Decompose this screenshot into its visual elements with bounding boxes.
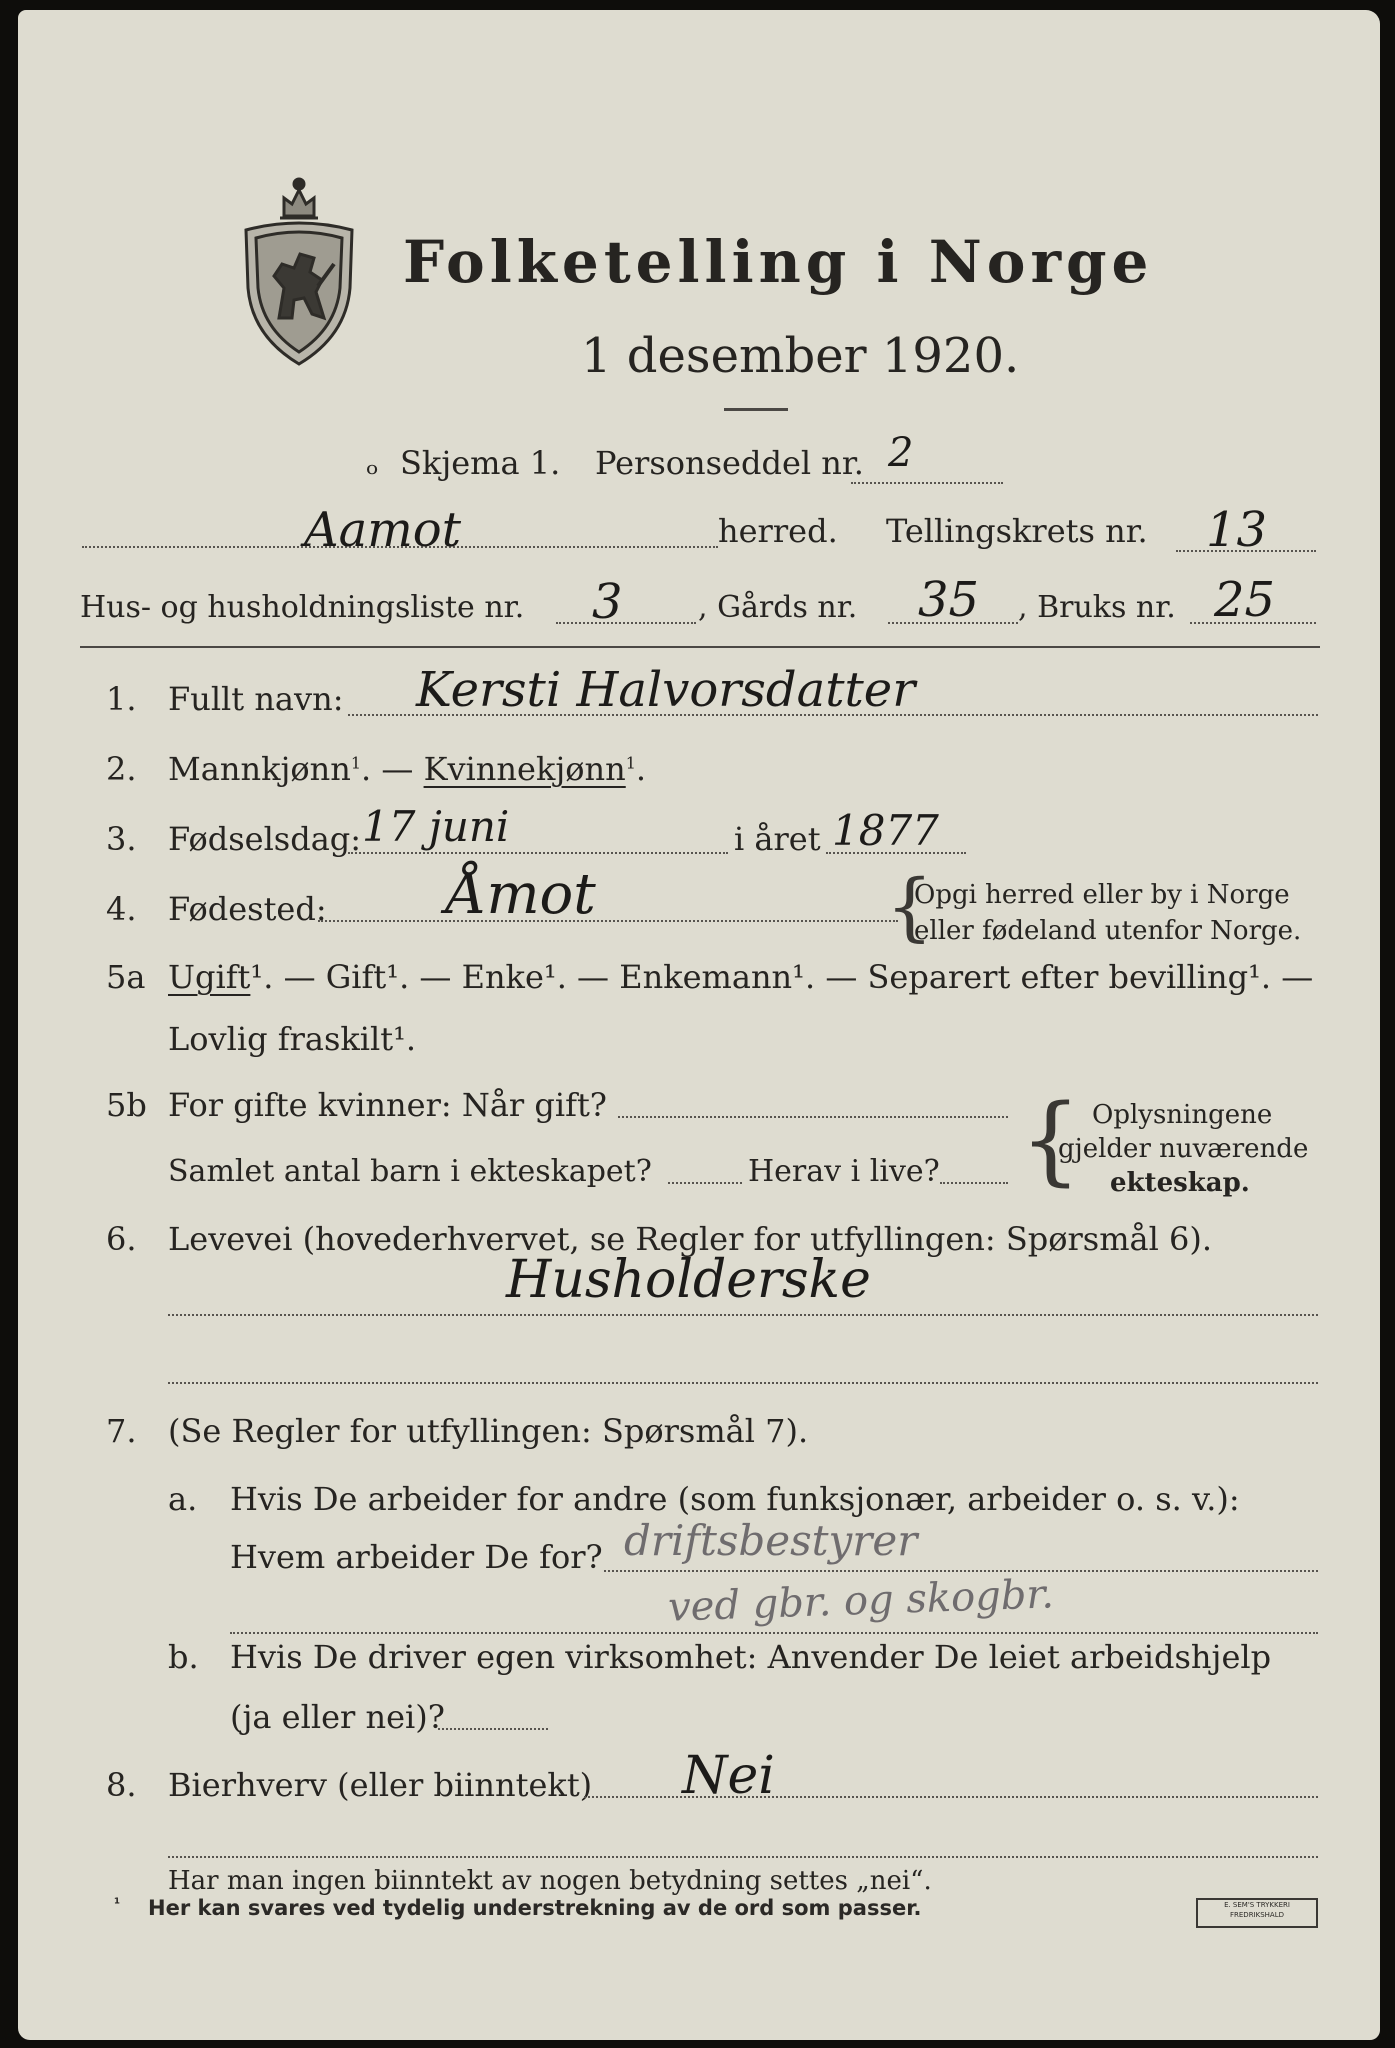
herred-value: Aamot (304, 502, 461, 558)
gards-label: , Gårds nr. (698, 590, 858, 625)
q3-line (348, 852, 728, 854)
q7b-letter: b. (168, 1638, 199, 1676)
q8-number: 8. (106, 1766, 137, 1804)
header-divider (80, 646, 1320, 648)
q6-number: 6. (106, 1220, 137, 1258)
occupation-value: Husholderske (506, 1250, 871, 1310)
q5b-married-label: For gifte kvinner: Når gift? (168, 1086, 607, 1124)
male-option: Mannkjønn (168, 750, 351, 788)
q4-line (318, 920, 898, 922)
female-footnote: 1 (625, 753, 636, 773)
printer-mark: E. SEM'S TRYKKERI FREDRIKSHALD (1196, 1898, 1318, 1928)
birth-year-value: 1877 (832, 806, 939, 855)
gards-value: 35 (918, 572, 980, 628)
bruks-label: , Bruks nr. (1018, 590, 1176, 625)
q7-number: 7. (106, 1412, 137, 1450)
q6-line2 (168, 1382, 1318, 1384)
q5b-number: 5b (106, 1086, 147, 1124)
q1-number: 1. (106, 680, 137, 718)
q5b-alive-line (940, 1182, 1008, 1184)
q5b-note-line1: Oplysningene (1092, 1100, 1273, 1130)
gender-separator: . — (361, 750, 414, 788)
census-date: 1 desember 1920. (581, 328, 1020, 384)
husliste-line (556, 622, 696, 624)
side-income-value: Nei (682, 1746, 775, 1806)
bruks-value: 25 (1214, 572, 1276, 628)
husliste-label: Hus- og husholdningsliste nr. (80, 590, 525, 625)
q6-line1 (168, 1314, 1318, 1316)
q4-brace: { (886, 864, 934, 950)
q5b-alive-label: Herav i live? (748, 1154, 940, 1189)
q5b-note-line3: ekteskap. (1110, 1168, 1250, 1198)
personseddel-label: Personseddel nr. (595, 444, 864, 482)
q7a-line2 (230, 1632, 1318, 1634)
birthplace-value: Åmot (446, 862, 596, 927)
q3-number: 3. (106, 820, 137, 858)
footnote-mark: ¹ (114, 1896, 121, 1912)
census-form (18, 10, 1380, 2040)
husliste-value: 3 (592, 574, 623, 630)
title-divider (724, 408, 788, 411)
q6-label: Levevei (hovederhvervet, se Regler for utfyllingen: Spørsmål 6). (168, 1220, 1213, 1258)
q5b-children-label: Samlet antal barn i ekteskapet? (168, 1154, 652, 1189)
q8-label: Bierhverv (eller biinntekt) (168, 1766, 593, 1804)
birth-date-value: 17 juni (362, 802, 510, 851)
marital-status-options (168, 958, 1313, 996)
q5a-number: 5a (106, 958, 146, 996)
gender-options (168, 750, 646, 788)
q7b-question: (ja eller nei)? (230, 1698, 445, 1736)
full-name-value: Kersti Halvorsdatter (416, 662, 916, 718)
schema-mark-icon: ₒ (366, 444, 379, 482)
q5b-married-line (618, 1116, 1008, 1118)
male-footnote: 1 (350, 753, 362, 773)
q7a-label: Hvis De arbeider for andre (som funksjonær, arbeider o. s. v.): (230, 1480, 1240, 1518)
schema-label: Skjema 1. (400, 444, 561, 482)
form-title: Folketelling i Norge (403, 228, 1154, 296)
q7a-line1 (604, 1570, 1318, 1572)
q7-label: (Se Regler for utfyllingen: Spørsmål 7). (168, 1412, 809, 1450)
lovlig-fraskilt-option: Lovlig fraskilt¹. (168, 1020, 417, 1058)
q5b-children-line (668, 1182, 742, 1184)
female-option: Kvinnekjønn (423, 750, 626, 788)
marital-other-options: ¹. — Gift¹. — Enke¹. — Enkemann¹. — Separert efter bevilling¹. — (250, 958, 1314, 996)
norwegian-coat-of-arms-icon (234, 168, 364, 368)
q4-note-line2: eller fødeland utenfor Norge. (914, 916, 1302, 946)
year-label: i året (734, 820, 821, 858)
tellingskrets-value: 13 (1206, 502, 1268, 558)
ugift-option: Ugift (168, 958, 251, 996)
personseddel-value: 2 (888, 430, 914, 476)
q2-number: 2. (106, 750, 137, 788)
personseddel-line (851, 482, 1003, 484)
q7a-letter: a. (168, 1480, 198, 1518)
q7a-question: Hvem arbeider De for? (230, 1538, 603, 1576)
tellingskrets-label: Tellingskrets nr. (886, 512, 1148, 550)
q4-label: Fødested: (168, 890, 327, 928)
employer-value-line1: driftsbestyrer (624, 1516, 918, 1565)
herred-label: herred. (718, 512, 838, 550)
q7b-line (438, 1728, 548, 1730)
q4-number: 4. (106, 890, 137, 928)
q7b-label: Hvis De driver egen virksomhet: Anvender De leiet arbeidshjelp (230, 1638, 1272, 1676)
footnote-text: Her kan svares ved tydelig understrekning av de ord som passer. (148, 1896, 922, 1920)
q5b-note-line2: gjelder nuværende (1058, 1134, 1309, 1164)
gender-end: . (635, 750, 647, 788)
q8-line2 (168, 1856, 1318, 1858)
q1-label: Fullt navn: (168, 680, 344, 718)
q5b-brace: { (1020, 1084, 1082, 1196)
q4-note-line1: Opgi herred eller by i Norge (914, 880, 1290, 910)
income-note: Har man ingen biinntekt av nogen betydning settes „nei“. (168, 1866, 932, 1896)
q3-label: Fødselsdag: (168, 820, 362, 858)
employer-value-line2: ved gbr. og skogbr. (667, 1571, 1055, 1631)
